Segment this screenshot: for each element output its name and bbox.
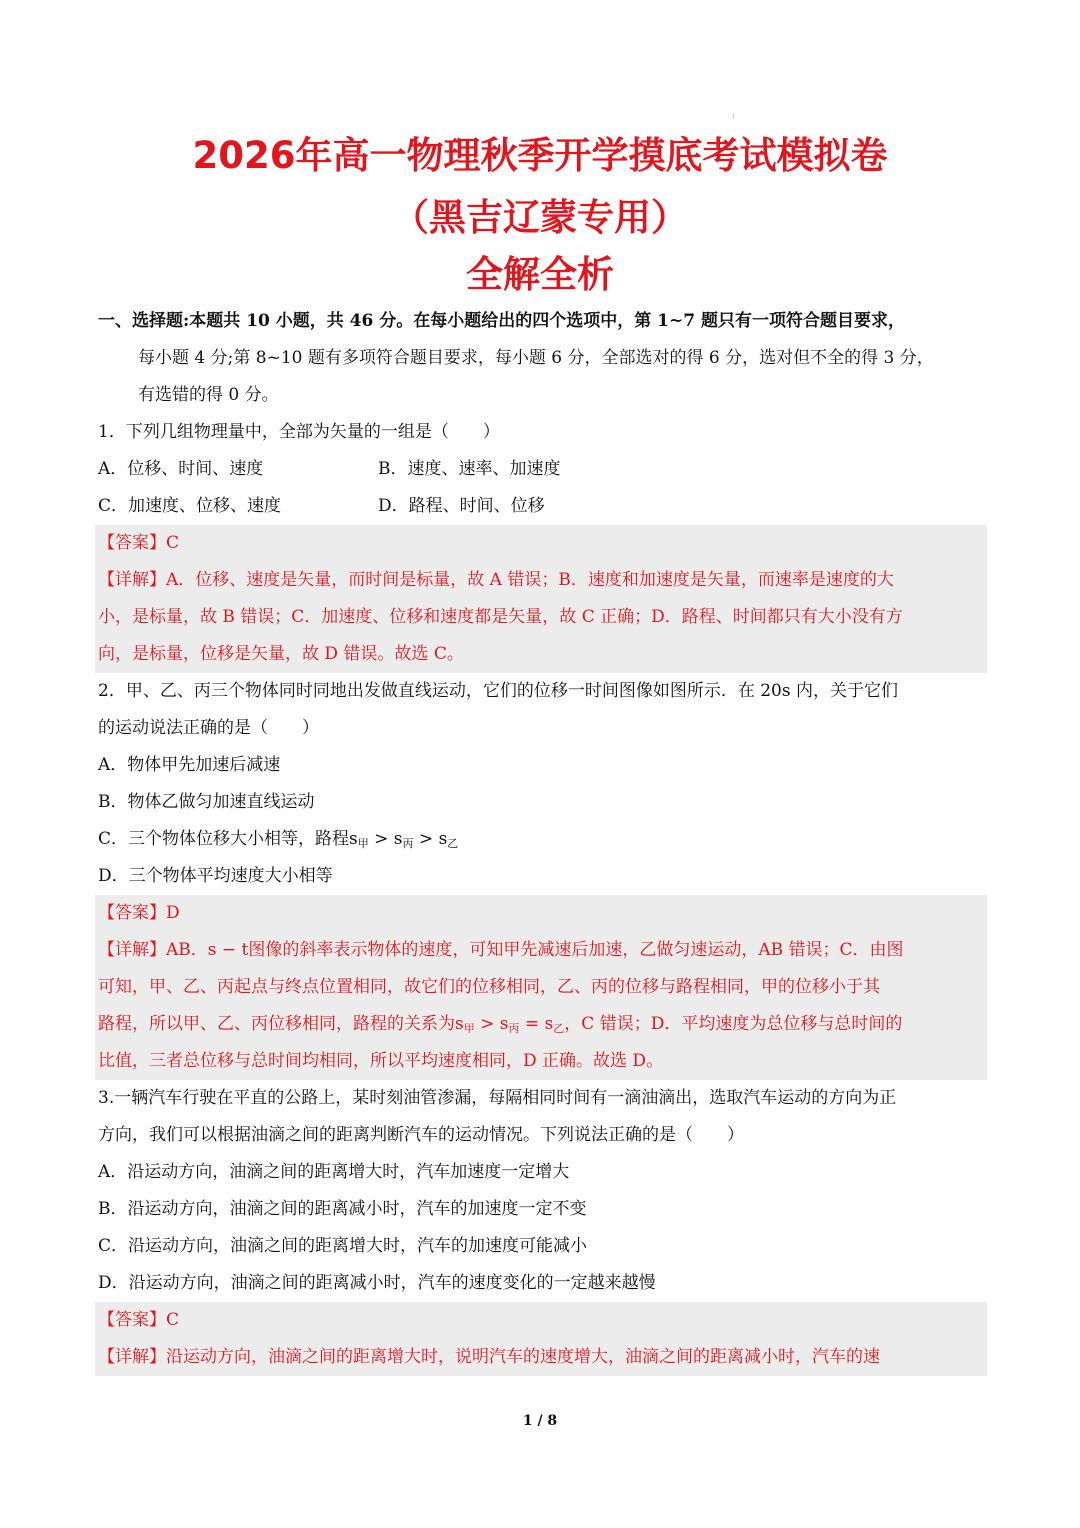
corner-mark: ⁝	[732, 112, 735, 121]
q2-option-c-rel-1: > s	[368, 829, 403, 849]
q1-answer-box	[95, 525, 987, 673]
q1-detail-2: 小，是标量，故 B 错误；C．加速度、位移和速度都是矢量，故 C 正确；D．路程、时间都只有大小没有方	[98, 607, 903, 627]
q1-option-a: A．位移、时间、速度	[98, 459, 264, 479]
q3-option-b: B．沿运动方向，油滴之间的距离减小时，汽车的加速度一定不变	[98, 1199, 587, 1219]
q1-answer: 【答案】C	[98, 533, 180, 553]
q2-detail-3	[98, 1006, 984, 1043]
q3-option-c: C．沿运动方向，油滴之间的距离增大时，汽车的加速度可能减小	[98, 1236, 588, 1256]
q2-stem-1: 2．甲、乙、丙三个物体同时同地出发做直线运动，它们的位移一时间图像如图所示．在 20s 内，关于它们	[98, 681, 898, 701]
q3-answer-box	[95, 1302, 987, 1376]
q2-detail-3-sub-1: 甲	[463, 1022, 475, 1035]
q3-detail-1: 【详解】沿运动方向，油滴之间的距离增大时，说明汽车的速度增大，油滴之间的距离减小时，汽车的速	[98, 1347, 880, 1367]
page-number: 1 / 8	[522, 1413, 558, 1429]
document-body	[98, 303, 984, 1376]
q2-option-d: D．三个物体平均速度大小相等	[98, 866, 333, 886]
document-subtitle: （黑吉辽蒙专用）	[392, 196, 688, 239]
q1-options-row-1	[98, 451, 984, 488]
q2-option-c-sub-1: 甲	[357, 837, 369, 850]
q1-stem: 1．下列几组物理量中，全部为矢量的一组是（ ）	[98, 422, 500, 442]
q2-answer-box	[95, 895, 987, 1080]
q3-answer: 【答案】C	[98, 1310, 180, 1330]
q2-option-c	[98, 821, 984, 858]
q2-detail-3-tail: ，C 错误；D．平均速度为总位移与总时间的	[564, 1014, 903, 1034]
document-heading: 全解全析	[466, 253, 614, 296]
q1-option-c: C．加速度、位移、速度	[98, 496, 282, 516]
q2-detail-3-text: 路程，所以甲、乙、丙位移相同，路程的关系为s	[98, 1014, 464, 1034]
q1-detail-1: 【详解】A．位移、速度是矢量，而时间是标量，故 A 错误；B．速度和加速度是矢量，而速率是速度的大	[98, 570, 894, 590]
q2-detail-2: 可知，甲、乙、丙起点与终点位置相同，故它们的位移相同，乙、丙的位移与路程相同，甲的位移小于其	[98, 977, 880, 997]
q2-detail-3-sub-2: 丙	[508, 1022, 520, 1035]
q3-option-a: A．沿运动方向，油滴之间的距离增大时，汽车加速度一定增大	[98, 1162, 570, 1182]
q3-option-d: D．沿运动方向，油滴之间的距离减小时，汽车的速度变化的一定越来越慢	[98, 1273, 656, 1293]
section-instructions-3: 有选错的得 0 分。	[138, 385, 279, 405]
q1-option-b: B．速度、速率、加速度	[378, 459, 561, 479]
q2-answer: 【答案】D	[98, 903, 180, 923]
q2-detail-4: 比值，三者总位移与总时间均相同，所以平均速度相同，D 正确。故选 D。	[98, 1051, 664, 1071]
q2-option-a: A．物体甲先加速后减速	[98, 755, 281, 775]
q1-detail-3: 向，是标量，位移是矢量，故 D 错误。故选 C。	[98, 644, 464, 664]
q1-option-d: D．路程、时间、位移	[378, 496, 545, 516]
q3-stem-2: 方向，我们可以根据油滴之间的距离判断汽车的运动情况。下列说法正确的是（ ）	[98, 1125, 744, 1145]
q2-detail-3-rel-1: > s	[474, 1014, 509, 1034]
q2-option-c-rel-2: > s	[413, 829, 448, 849]
section-instructions-2: 每小题 4 分;第 8~10 题有多项符合题目要求，每小题 6 分，全部选对的得 6 分，选对但不全的得 3 分，	[138, 348, 934, 368]
q2-detail-3-rel-2: = s	[519, 1014, 554, 1034]
document-title: 2026年高一物理秋季开学摸底考试模拟卷	[192, 134, 888, 177]
q2-detail-3-sub-3: 乙	[553, 1022, 565, 1035]
q2-option-c-sub-3: 乙	[447, 837, 459, 850]
section-instructions-1: 一、选择题:本题共 10 小题，共 46 分。在每小题给出的四个选项中，第 1~7 题只有一项符合题目要求，	[98, 311, 906, 331]
q2-detail-1: 【详解】AB．s − t图像的斜率表示物体的速度，可知甲先减速后加速，乙做匀速运动，AB 错误；C．由图	[98, 940, 904, 960]
q2-option-c-text: C．三个物体位移大小相等，路程s	[98, 829, 358, 849]
q2-option-b: B．物体乙做匀加速直线运动	[98, 792, 315, 812]
q1-options-row-2	[98, 488, 984, 525]
q2-option-c-sub-2: 丙	[402, 837, 414, 850]
q2-stem-2: 的运动说法正确的是（ ）	[98, 718, 319, 738]
q3-stem-1: 3.一辆汽车行驶在平直的公路上，某时刻油管渗漏，每隔相同时间有一滴油滴出，选取汽车运动的方向为正	[98, 1088, 897, 1108]
